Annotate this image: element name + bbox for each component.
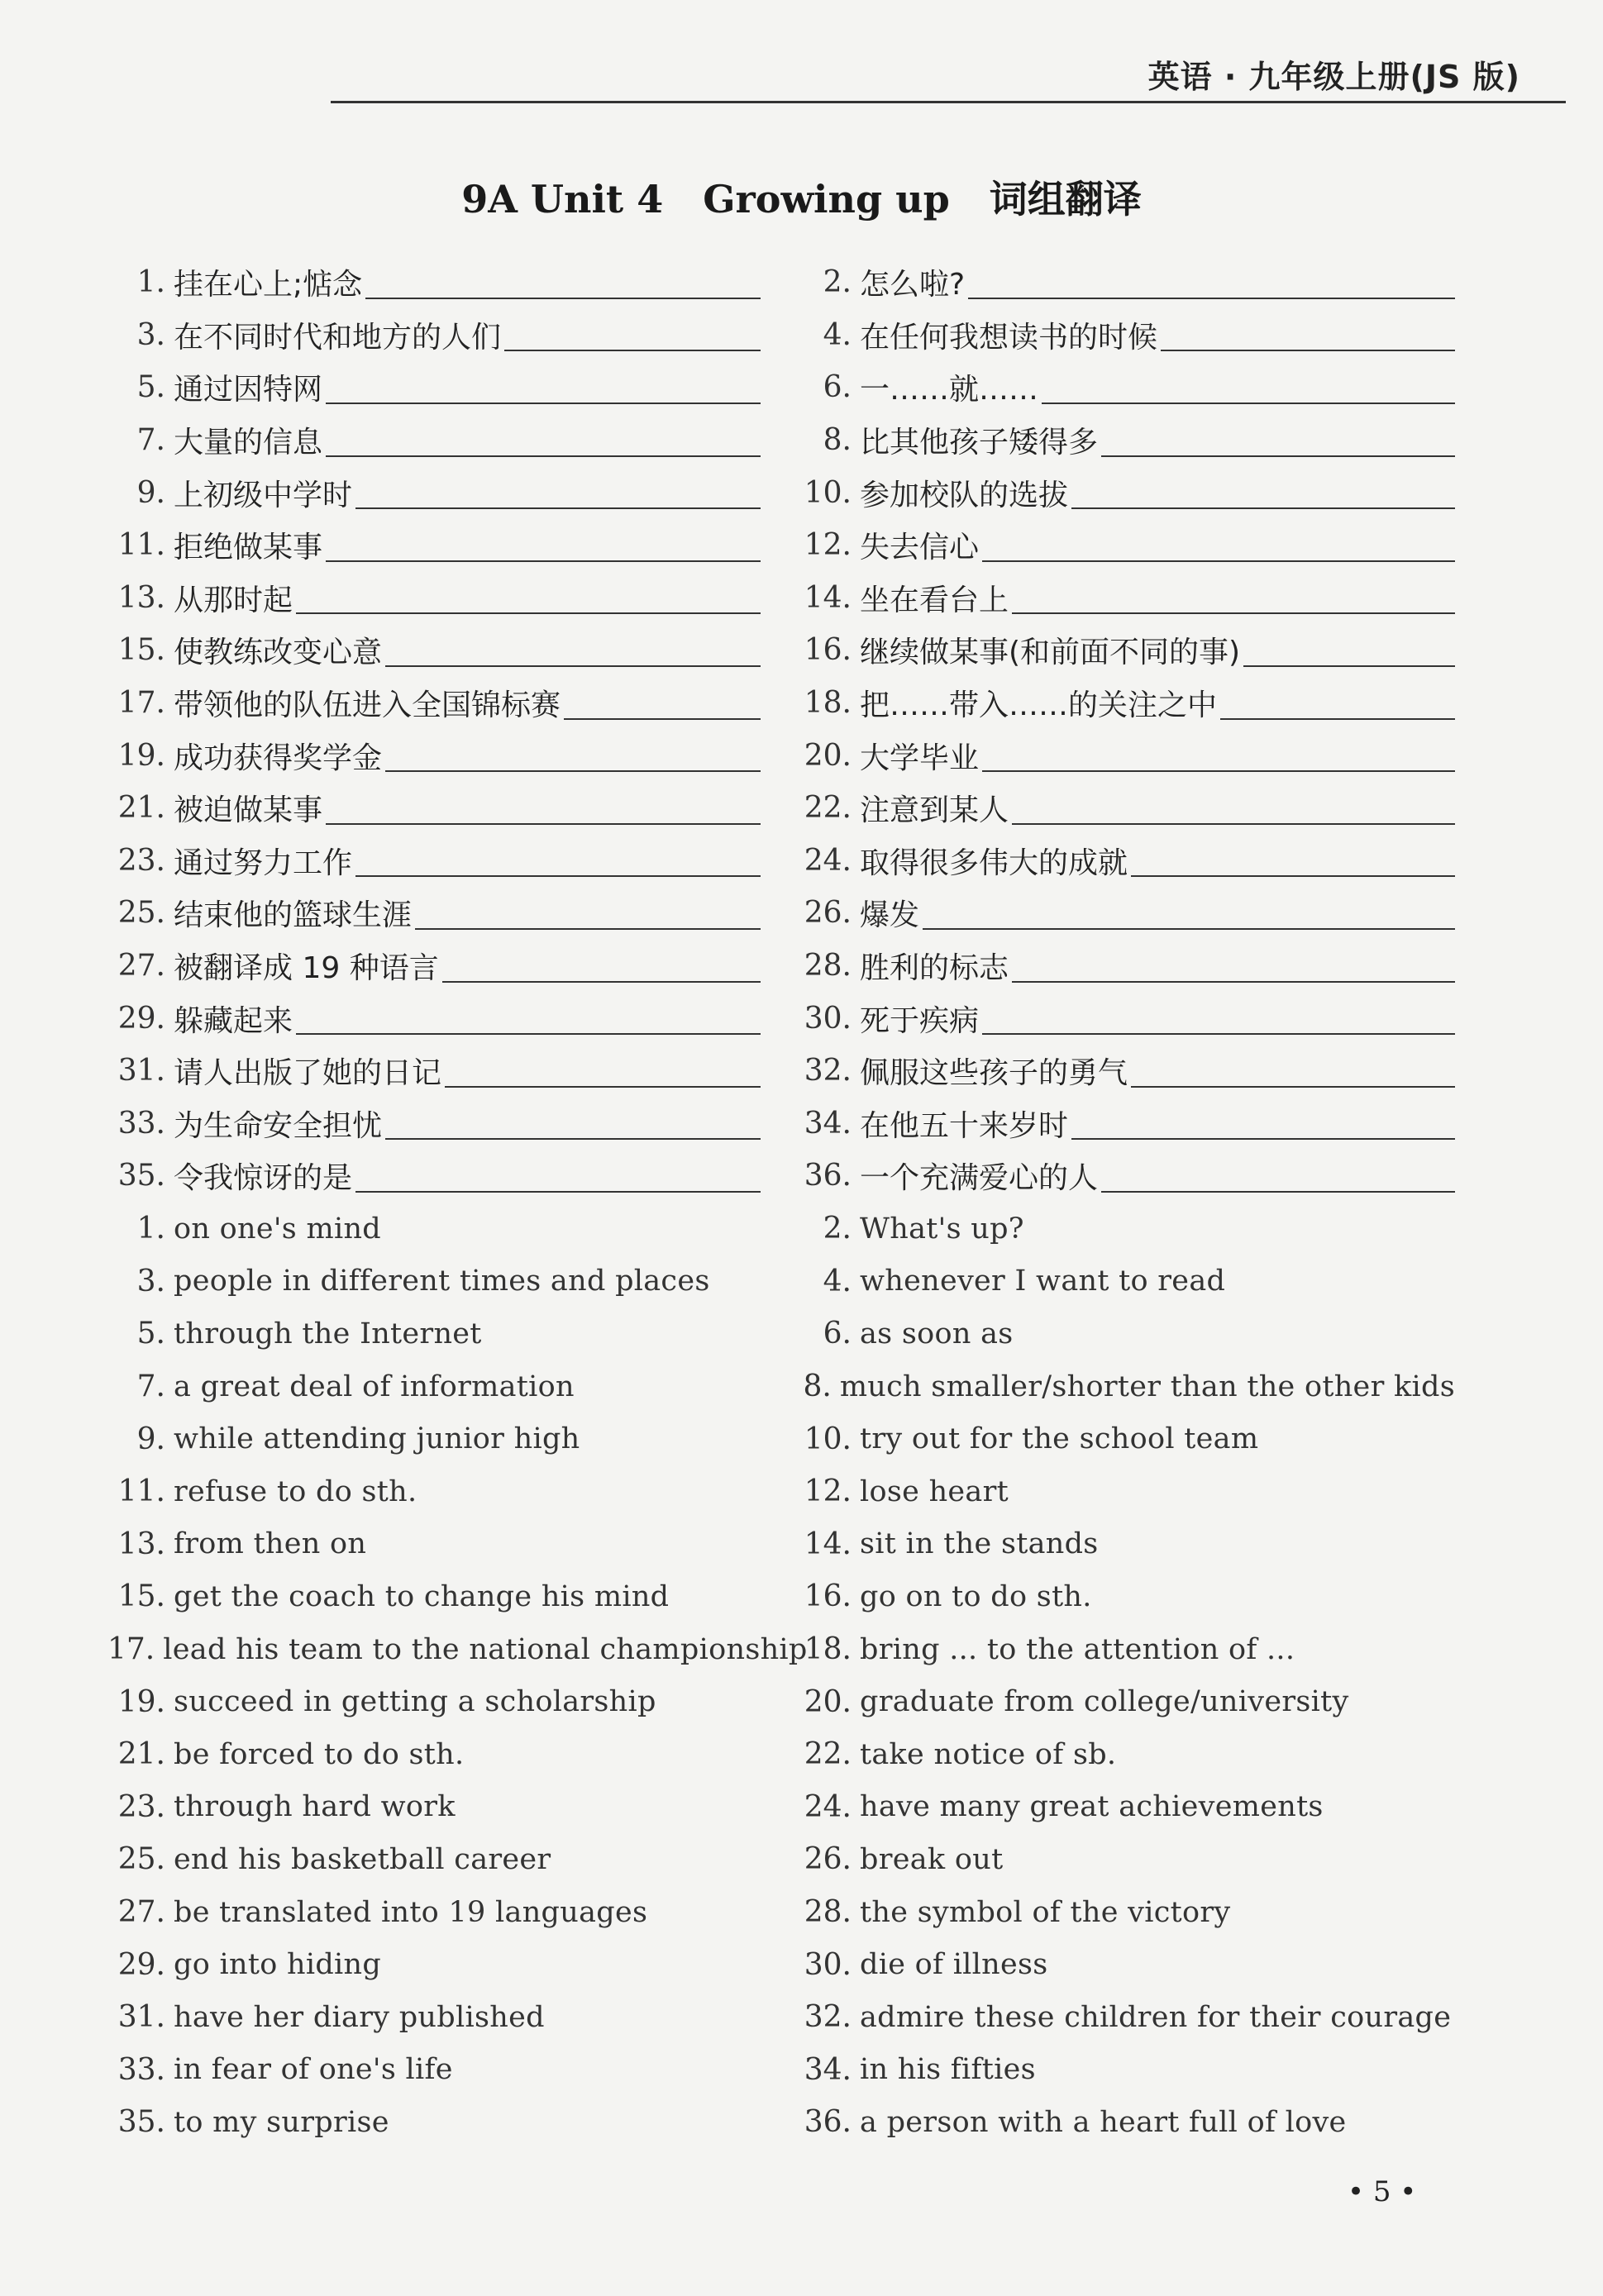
answer-blank[interactable] (1042, 371, 1455, 404)
answer-item (107, 1781, 761, 1834)
item-number: 35. (117, 1159, 165, 1193)
item-number: 25. (117, 896, 165, 931)
answer-item (107, 1623, 808, 1676)
item-number: 4. (823, 1264, 852, 1298)
answer-blank[interactable] (355, 1160, 761, 1193)
answer-item (794, 1781, 1455, 1834)
item-number: 29. (117, 1001, 165, 1036)
item-number: 9. (136, 475, 165, 510)
item-number: 13. (117, 580, 165, 615)
item-number: 2. (823, 265, 852, 300)
item-number: 31. (117, 1054, 165, 1088)
answer-item (107, 1412, 761, 1465)
phrase-item (107, 835, 761, 888)
item-number: 24. (804, 1789, 852, 1824)
english-phrase: as soon as (860, 1317, 1014, 1350)
answer-blank[interactable] (296, 1002, 761, 1035)
answer-blank[interactable] (326, 529, 761, 562)
item-number: 18. (804, 1632, 852, 1667)
item-number: 15. (117, 633, 165, 668)
item-number: 18. (804, 686, 852, 721)
item-number: 2. (823, 1212, 852, 1246)
answer-item (794, 1675, 1455, 1728)
page-title: 9A Unit 4 Growing up 词组翻译 (461, 177, 1142, 222)
english-phrase: take notice of sb. (860, 1737, 1117, 1771)
chinese-phrase: 被迫做某事 (174, 793, 323, 828)
phrase-item (107, 519, 761, 572)
answer-blank[interactable] (504, 318, 761, 351)
item-number: 26. (804, 896, 852, 931)
phrase-item (794, 519, 1455, 572)
answer-blank[interactable] (564, 687, 761, 720)
chinese-phrase: 比其他孩子矮得多 (860, 426, 1099, 460)
english-phrase: admire these children for their courage (860, 2000, 1452, 2034)
answer-item (794, 1991, 1455, 2044)
english-phrase: go into hiding (174, 1948, 382, 1982)
chinese-phrase: 失去信心 (860, 531, 980, 565)
english-phrase: What's up? (860, 1212, 1024, 1246)
chinese-phrase-list (107, 256, 1472, 1203)
item-number: 36. (804, 1159, 852, 1193)
english-phrase: from then on (174, 1527, 367, 1561)
phrase-item (107, 309, 761, 362)
item-number: 14. (804, 1527, 852, 1561)
answer-item (794, 1412, 1455, 1465)
english-phrase: whenever I want to read (860, 1265, 1226, 1298)
item-number: 28. (804, 949, 852, 984)
english-phrase: be translated into 19 languages (174, 1895, 648, 1929)
chinese-phrase: 坐在看台上 (860, 583, 1009, 617)
answer-item (107, 1203, 761, 1255)
chinese-phrase: 把……带入……的关注之中 (860, 688, 1218, 723)
answer-item (794, 1203, 1455, 1255)
item-number: 7. (136, 423, 165, 458)
english-phrase: have her diary published (174, 2000, 545, 2034)
english-phrase: a great deal of information (174, 1370, 575, 1403)
item-number: 15. (117, 1579, 165, 1614)
phrase-item (107, 887, 761, 940)
answer-blank[interactable] (365, 266, 761, 299)
item-number: 3. (136, 1264, 165, 1298)
phrase-item (794, 361, 1455, 414)
item-number: 34. (804, 2052, 852, 2087)
phrase-item (794, 309, 1455, 362)
phrase-item (794, 887, 1455, 940)
answer-blank[interactable] (326, 424, 761, 457)
chinese-phrase: 一……就…… (860, 373, 1039, 407)
item-number: 5. (136, 370, 165, 405)
chinese-phrase: 挂在心上;惦念 (174, 268, 363, 302)
item-number: 10. (804, 1422, 852, 1456)
english-phrase: die of illness (860, 1948, 1048, 1982)
english-phrase: a person with a heart full of love (860, 2105, 1347, 2139)
chinese-phrase: 继续做某事(和前面不同的事) (860, 636, 1241, 670)
answer-blank[interactable] (923, 897, 1455, 930)
item-number: 23. (117, 843, 165, 878)
chinese-phrase: 拒绝做某事 (174, 531, 323, 565)
phrase-item (107, 1150, 761, 1203)
item-number: 35. (117, 2105, 165, 2140)
chinese-phrase: 佩服这些孩子的勇气 (860, 1056, 1128, 1091)
item-number: 29. (117, 1947, 165, 1982)
phrase-item (794, 1098, 1455, 1150)
phrase-item (794, 1150, 1455, 1203)
phrase-item (794, 992, 1455, 1045)
english-phrase: try out for the school team (860, 1422, 1259, 1456)
answer-blank[interactable] (1101, 424, 1455, 457)
answer-blank[interactable] (385, 739, 761, 772)
header-rule (331, 101, 1566, 103)
answer-item (107, 1518, 761, 1571)
item-number: 33. (117, 2052, 165, 2087)
english-phrase: end his basketball career (174, 1842, 551, 1876)
english-phrase: break out (860, 1842, 1004, 1876)
chinese-phrase: 通过努力工作 (174, 846, 353, 880)
chinese-phrase: 成功获得奖学金 (174, 741, 383, 775)
answer-item (107, 1833, 761, 1886)
answer-blank[interactable] (1101, 1160, 1455, 1193)
phrase-item (794, 466, 1455, 519)
item-number: 20. (804, 738, 852, 773)
answer-item (794, 1255, 1455, 1308)
answer-blank[interactable] (1012, 792, 1455, 825)
answer-item (107, 1728, 761, 1781)
chinese-phrase: 怎么啦? (860, 268, 966, 302)
answer-blank[interactable] (385, 1107, 761, 1140)
answer-blank[interactable] (982, 1002, 1455, 1035)
item-number: 21. (117, 791, 165, 826)
answer-item (794, 1308, 1455, 1360)
chinese-phrase: 令我惊讶的是 (174, 1161, 353, 1196)
english-phrase: refuse to do sth. (174, 1474, 417, 1508)
item-number: 1. (136, 1212, 165, 1246)
chinese-phrase: 取得很多伟大的成就 (860, 846, 1128, 880)
item-number: 14. (804, 580, 852, 615)
phrase-item (107, 624, 761, 677)
chinese-phrase: 大学毕业 (860, 741, 980, 775)
answer-item (107, 1570, 761, 1623)
english-phrase: through the Internet (174, 1317, 482, 1350)
item-number: 8. (823, 423, 852, 458)
item-number: 5. (136, 1317, 165, 1351)
answer-blank[interactable] (982, 739, 1455, 772)
answer-item (107, 1886, 761, 1939)
item-number: 32. (804, 2000, 852, 2035)
answer-item (107, 1465, 761, 1518)
english-phrase: people in different times and places (174, 1265, 710, 1298)
answer-blank[interactable] (415, 897, 761, 930)
phrase-item (794, 572, 1455, 625)
english-phrase: the symbol of the victory (860, 1895, 1231, 1929)
answer-blank[interactable] (445, 1055, 761, 1088)
chinese-phrase: 结束他的篮球生涯 (174, 898, 413, 933)
phrase-item (107, 256, 761, 309)
answer-blank[interactable] (1071, 1107, 1455, 1140)
phrase-item (107, 1045, 761, 1098)
answer-item (107, 1675, 761, 1728)
answer-item (794, 2044, 1455, 2097)
answer-blank[interactable] (296, 581, 761, 614)
item-number: 34. (804, 1106, 852, 1141)
item-number: 17. (117, 686, 165, 721)
answer-item (107, 1308, 761, 1360)
answer-item (107, 2096, 761, 2149)
answer-item (107, 1255, 761, 1308)
item-number: 10. (804, 475, 852, 510)
chinese-phrase: 上初级中学时 (174, 478, 353, 512)
answer-item (107, 1938, 761, 1991)
english-phrase: through hard work (174, 1790, 456, 1824)
answer-item (107, 2044, 761, 2097)
item-number: 1. (136, 265, 165, 300)
item-number: 25. (117, 1842, 165, 1877)
chinese-phrase: 从那时起 (174, 583, 293, 617)
phrase-item (107, 677, 761, 730)
item-number: 24. (804, 843, 852, 878)
chinese-phrase: 胜利的标志 (860, 951, 1009, 986)
item-number: 9. (136, 1422, 165, 1456)
phrase-item (107, 992, 761, 1045)
english-phrase: while attending junior high (174, 1422, 580, 1456)
answer-blank[interactable] (1012, 581, 1455, 614)
phrase-item (794, 414, 1455, 467)
chinese-phrase: 带领他的队伍进入全国锦标赛 (174, 688, 561, 723)
english-phrase: lose heart (860, 1474, 1009, 1508)
phrase-item (107, 572, 761, 625)
item-number: 26. (804, 1842, 852, 1877)
chinese-phrase: 死于疾病 (860, 1003, 980, 1038)
answer-blank[interactable] (1071, 476, 1455, 509)
chinese-phrase: 在他五十来岁时 (860, 1108, 1069, 1143)
item-number: 28. (804, 1895, 852, 1930)
english-phrase: graduate from college/university (860, 1685, 1349, 1719)
item-number: 30. (804, 1947, 852, 1982)
answer-blank[interactable] (1220, 687, 1455, 720)
english-phrase: succeed in getting a scholarship (174, 1685, 656, 1719)
phrase-item (107, 466, 761, 519)
answer-item (794, 1833, 1455, 1886)
english-phrase: bring ... to the attention of ... (860, 1632, 1295, 1666)
answer-item (794, 1886, 1455, 1939)
answer-item (107, 1360, 761, 1413)
item-number: 21. (117, 1737, 165, 1772)
english-phrase: go on to do sth. (860, 1579, 1092, 1613)
item-number: 19. (117, 1684, 165, 1719)
item-number: 11. (117, 528, 165, 563)
item-number: 6. (823, 1317, 852, 1351)
english-phrase: have many great achievements (860, 1790, 1324, 1824)
answer-blank[interactable] (385, 634, 761, 667)
item-number: 3. (136, 317, 165, 352)
item-number: 30. (804, 1001, 852, 1036)
answer-blank[interactable] (982, 529, 1455, 562)
phrase-item (794, 677, 1455, 730)
english-phrase: in his fifties (860, 2053, 1036, 2087)
phrase-item (794, 256, 1455, 309)
chinese-phrase: 注意到某人 (860, 793, 1009, 828)
answer-item (794, 2096, 1455, 2149)
item-number: 16. (804, 633, 852, 668)
answer-item (794, 1465, 1455, 1518)
answer-blank[interactable] (326, 371, 761, 404)
item-number: 22. (804, 791, 852, 826)
phrase-item (107, 1098, 761, 1150)
answer-blank[interactable] (1131, 844, 1455, 877)
phrase-item (107, 782, 761, 835)
phrase-item (794, 729, 1455, 782)
answer-item (794, 1623, 1455, 1676)
answer-blank[interactable] (442, 950, 761, 983)
answer-blank[interactable] (968, 266, 1455, 299)
phrase-item (107, 414, 761, 467)
item-number: 22. (804, 1737, 852, 1772)
answer-item (794, 1360, 1455, 1413)
answer-item (794, 1938, 1455, 1991)
answer-item (794, 1728, 1455, 1781)
chinese-phrase: 爆发 (860, 898, 920, 933)
item-number: 12. (804, 528, 852, 563)
item-number: 20. (804, 1684, 852, 1719)
answer-item (107, 1991, 761, 2044)
answer-item (794, 1518, 1455, 1571)
chinese-phrase: 使教练改变心意 (174, 636, 383, 670)
english-phrase: in fear of one's life (174, 2053, 453, 2087)
item-number: 13. (117, 1527, 165, 1561)
item-number: 32. (804, 1054, 852, 1088)
item-number: 27. (117, 949, 165, 984)
item-number: 4. (823, 317, 852, 352)
item-number: 31. (117, 2000, 165, 2035)
chinese-phrase: 躲藏起来 (174, 1003, 293, 1038)
phrase-item (794, 940, 1455, 993)
answer-blank[interactable] (1161, 318, 1455, 351)
answer-blank[interactable] (355, 844, 761, 877)
answer-item (794, 1570, 1455, 1623)
chinese-phrase: 大量的信息 (174, 426, 323, 460)
chinese-phrase: 请人出版了她的日记 (174, 1056, 442, 1091)
english-phrase: lead his team to the national championship (163, 1632, 808, 1666)
item-number: 16. (804, 1579, 852, 1614)
english-phrase: much smaller/shorter than the other kids (839, 1370, 1455, 1403)
chinese-phrase: 被翻译成 19 种语言 (174, 951, 439, 986)
item-number: 27. (117, 1895, 165, 1930)
answer-blank[interactable] (1243, 634, 1455, 667)
answer-blank[interactable] (1012, 950, 1455, 983)
answer-blank[interactable] (1131, 1055, 1455, 1088)
phrase-item (794, 782, 1455, 835)
chinese-phrase: 在不同时代和地方的人们 (174, 320, 502, 355)
item-number: 8. (803, 1370, 832, 1404)
item-number: 11. (117, 1474, 165, 1509)
phrase-item (794, 624, 1455, 677)
phrase-item (107, 729, 761, 782)
chinese-phrase: 在任何我想读书的时候 (860, 320, 1158, 355)
item-number: 6. (823, 370, 852, 405)
item-number: 19. (117, 738, 165, 773)
item-number: 12. (804, 1474, 852, 1509)
phrase-item (107, 940, 761, 993)
answer-blank[interactable] (355, 476, 761, 509)
item-number: 7. (136, 1370, 165, 1404)
english-phrase: sit in the stands (860, 1527, 1099, 1561)
chinese-phrase: 一个充满爱心的人 (860, 1161, 1099, 1196)
page-number: • 5 • (1348, 2175, 1417, 2208)
phrase-item (107, 361, 761, 414)
item-number: 23. (117, 1789, 165, 1824)
item-number: 36. (804, 2105, 852, 2140)
book-title-header: 英语 · 九年级上册(JS 版) (1147, 59, 1520, 95)
english-phrase: get the coach to change his mind (174, 1579, 670, 1613)
chinese-phrase: 为生命安全担忧 (174, 1108, 383, 1143)
phrase-item (794, 835, 1455, 888)
chinese-phrase: 通过因特网 (174, 373, 323, 407)
chinese-phrase: 参加校队的选拔 (860, 478, 1069, 512)
english-answer-list (107, 1203, 1472, 2149)
english-phrase: be forced to do sth. (174, 1737, 465, 1771)
phrase-item (794, 1045, 1455, 1098)
item-number: 17. (107, 1632, 155, 1667)
item-number: 33. (117, 1106, 165, 1141)
answer-blank[interactable] (326, 792, 761, 825)
english-phrase: to my surprise (174, 2105, 389, 2139)
english-phrase: on one's mind (174, 1212, 382, 1246)
